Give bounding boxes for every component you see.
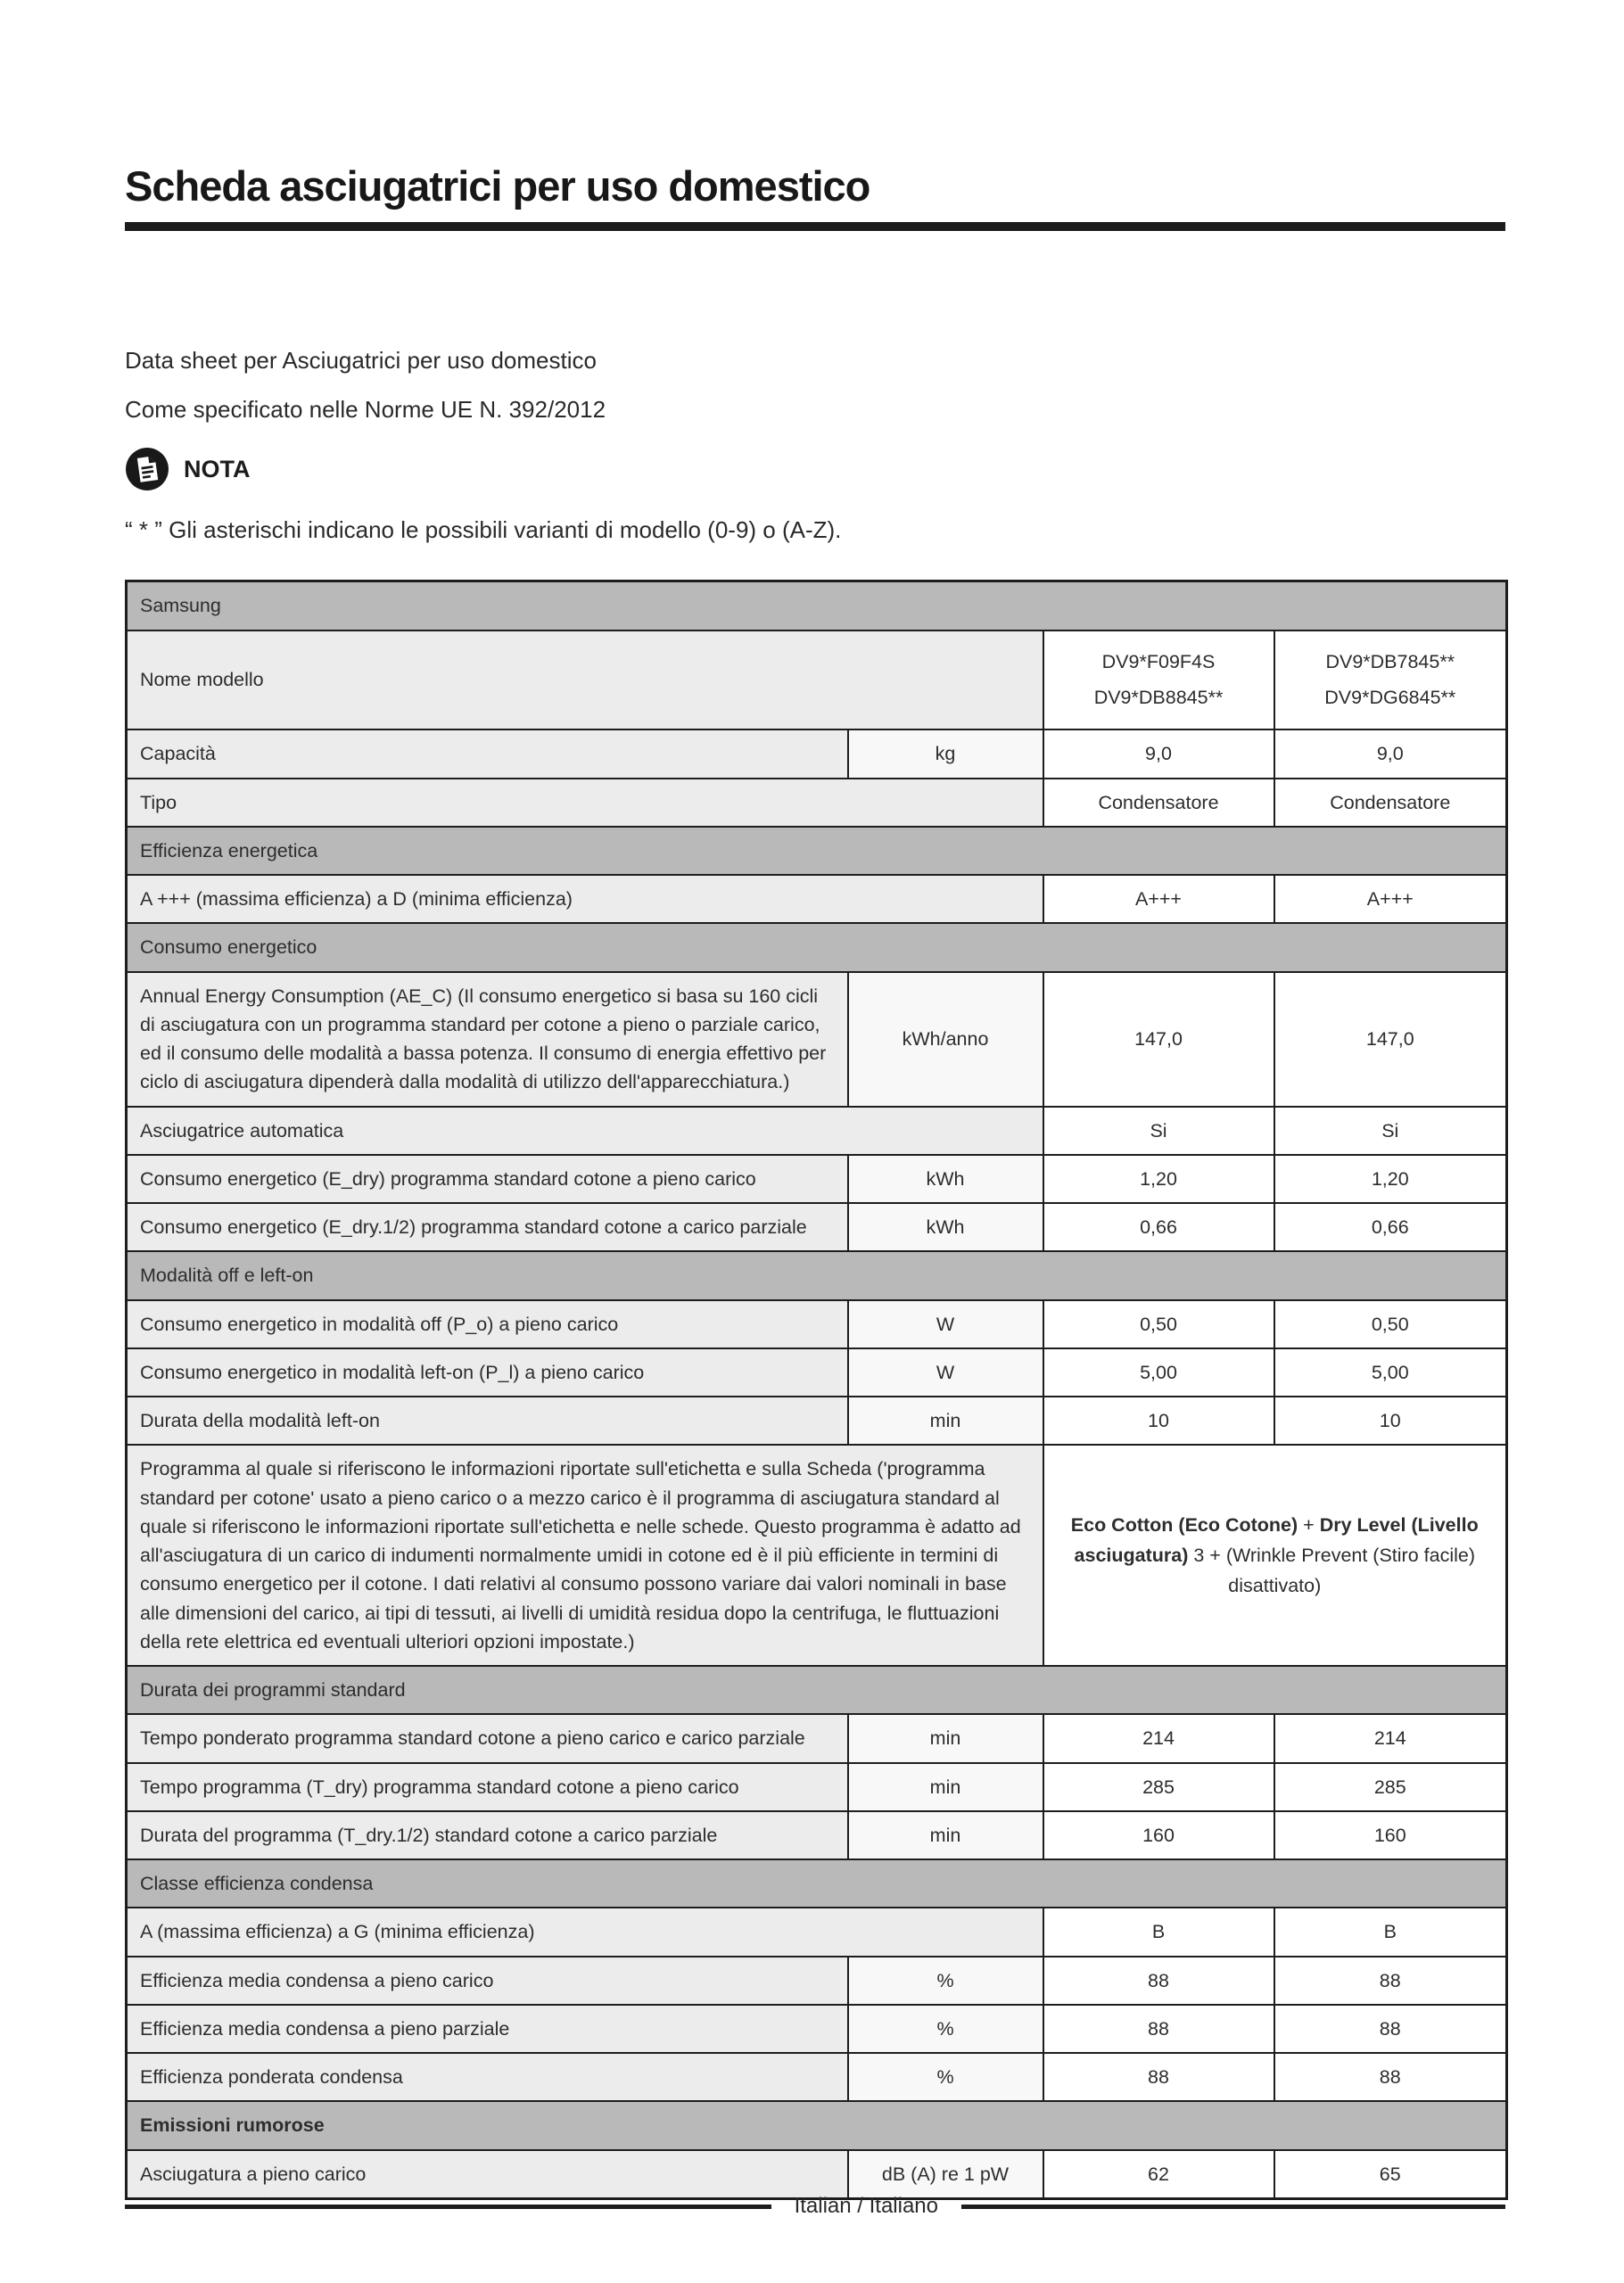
data-row	[127, 2150, 1507, 2199]
data-row	[127, 1811, 1507, 1859]
row-label: Programma al quale si riferiscono le informazioni riportate sull'etichetta e sulla Scheda ('programma standard per cotone' usato a pieno carico o a mezzo carico è il programma di asciugatura standard al quale si riferiscono le informazioni riportate sull'etichetta e nelle schede. Questo programma è adatto ad all'asciugatura di un carico di indumenti normalmente umidi in cotone ed è il più efficiente in termini di consumo energetico per il cotone. I dati relativi al consumo possono variare dai valori nominali in base alle dimensioni del carico, ai tipi di tessuti, ai livelli di umidità residua dopo la centrifuga, le fluttuazioni della rete elettrica ed eventuali ulteriori opzioni impostate.)	[127, 1445, 1043, 1666]
row-unit: %	[848, 2005, 1043, 2053]
row-label: Efficienza media condensa a pieno carico	[127, 1957, 848, 2005]
row-value: 147,0	[1043, 972, 1274, 1107]
row-value: 88	[1043, 1957, 1274, 2005]
section-header: Samsung	[127, 581, 1507, 631]
section-header: Consumo energetico	[127, 923, 1507, 971]
data-row	[127, 779, 1507, 827]
section-row	[127, 1251, 1507, 1299]
row-value: 1,20	[1274, 1155, 1507, 1203]
section-header: Emissioni rumorose	[127, 2101, 1507, 2149]
note-row	[125, 447, 1505, 491]
row-value: 88	[1274, 2005, 1507, 2053]
row-label: Consumo energetico in modalità off (P_o) a pieno carico	[127, 1300, 848, 1348]
model-name-line: DV9*DB8845**	[1093, 687, 1224, 709]
data-row	[127, 972, 1507, 1107]
asterisk-note: “ * ” Gli asterischi indicano le possibili varianti di modello (0-9) o (A-Z).	[125, 516, 842, 544]
data-row	[127, 1107, 1507, 1155]
row-label: Durata del programma (T_dry.1/2) standard cotone a carico parziale	[127, 1811, 848, 1859]
row-unit: dB (A) re 1 pW	[848, 2150, 1043, 2199]
row-unit: kWh	[848, 1155, 1043, 1203]
intro-line-2: Come specificato nelle Norme UE N. 392/2012	[125, 396, 606, 424]
data-row	[127, 1957, 1507, 2005]
program-row	[127, 1445, 1507, 1666]
row-unit: min	[848, 1714, 1043, 1762]
row-value: Si	[1274, 1107, 1507, 1155]
data-row	[127, 1397, 1507, 1445]
data-row	[127, 1348, 1507, 1397]
section-header: Durata dei programmi standard	[127, 1666, 1507, 1714]
row-value: 147,0	[1274, 972, 1507, 1107]
row-value: 285	[1274, 1763, 1507, 1811]
row-label: Asciugatrice automatica	[127, 1107, 1043, 1155]
section-row	[127, 827, 1507, 875]
row-unit: W	[848, 1300, 1043, 1348]
program-value-segment: +	[1298, 1513, 1320, 1536]
row-value: 10	[1274, 1397, 1507, 1445]
row-value: 285	[1043, 1763, 1274, 1811]
row-value: 62	[1043, 2150, 1274, 2199]
row-label: Capacità	[127, 729, 848, 778]
row-value: A+++	[1274, 875, 1507, 923]
section-header: Modalità off e left-on	[127, 1251, 1507, 1299]
program-value-segment: Eco Cotton (Eco Cotone)	[1070, 1513, 1298, 1536]
row-label: Annual Energy Consumption (AE_C) (Il consumo energetico si basa su 160 cicli di asciugatura con un programma standard per cotone a pieno o parziale carico, ed il consumo delle modalità a bassa potenza. Il consumo di energia effettivo per ciclo di asciugatura dipenderà dalla modalità di utilizzo dell'apparecchiatura.)	[127, 972, 848, 1107]
row-unit: kWh	[848, 1203, 1043, 1251]
row-value: 88	[1274, 1957, 1507, 2005]
program-value-segment: Dry Level (Livello asciugatura)	[1074, 1513, 1479, 1566]
program-value	[1043, 1445, 1507, 1666]
section-header: Efficienza energetica	[127, 827, 1507, 875]
section-row	[127, 1859, 1507, 1908]
row-unit: min	[848, 1811, 1043, 1859]
title-rule	[125, 222, 1505, 231]
document-note-icon	[125, 447, 169, 491]
model-name-line: DV9*DG6845**	[1324, 687, 1456, 709]
row-value: 5,00	[1043, 1348, 1274, 1397]
data-row	[127, 729, 1507, 778]
note-label: NOTA	[184, 455, 251, 482]
row-value: B	[1274, 1908, 1507, 1956]
section-row	[127, 2101, 1507, 2149]
row-value: 214	[1043, 1714, 1274, 1762]
row-unit: min	[848, 1397, 1043, 1445]
data-row	[127, 1155, 1507, 1203]
model-name-line: DV9*F09F4S	[1101, 650, 1216, 672]
row-label: Asciugatura a pieno carico	[127, 2150, 848, 2199]
row-value: 88	[1043, 2005, 1274, 2053]
section-header: Classe efficienza condensa	[127, 1859, 1507, 1908]
row-label: A +++ (massima efficienza) a D (minima efficienza)	[127, 875, 1043, 923]
row-value: 0,50	[1043, 1300, 1274, 1348]
row-value: 88	[1274, 2053, 1507, 2101]
row-value: 9,0	[1274, 729, 1507, 778]
row-value: 0,66	[1043, 1203, 1274, 1251]
model-row	[127, 631, 1507, 730]
row-label: Consumo energetico (E_dry.1/2) programma standard cotone a carico parziale	[127, 1203, 848, 1251]
data-row	[127, 1714, 1507, 1762]
row-label: A (massima efficienza) a G (minima efficienza)	[127, 1908, 1043, 1956]
section-row	[127, 581, 1507, 631]
data-row	[127, 1300, 1507, 1348]
page-footer	[125, 2194, 1505, 2219]
data-row	[127, 2053, 1507, 2101]
row-value: Condensatore	[1274, 779, 1507, 827]
row-unit: kg	[848, 729, 1043, 778]
footer-rule-left	[125, 2205, 771, 2209]
page-content	[125, 0, 1505, 2200]
data-row	[127, 875, 1507, 923]
section-row	[127, 1666, 1507, 1714]
program-value-segment: 3 + (Wrinkle Prevent (Stiro facile) disattivato)	[1188, 1544, 1475, 1597]
data-row	[127, 2005, 1507, 2053]
row-value: Condensatore	[1043, 779, 1274, 827]
row-value: B	[1043, 1908, 1274, 1956]
model-name-value	[1274, 631, 1507, 730]
footer-language-label: Italian / Italiano	[794, 2194, 938, 2218]
row-label: Nome modello	[127, 631, 1043, 730]
row-value: 0,50	[1274, 1300, 1507, 1348]
row-label: Tempo ponderato programma standard cotone a pieno carico e carico parziale	[127, 1714, 848, 1762]
row-value: 88	[1043, 2053, 1274, 2101]
row-value: 214	[1274, 1714, 1507, 1762]
spec-table	[125, 580, 1508, 2199]
row-value: 1,20	[1043, 1155, 1274, 1203]
row-label: Consumo energetico in modalità left-on (P_l) a pieno carico	[127, 1348, 848, 1397]
model-name-line: DV9*DB7845**	[1325, 650, 1455, 672]
footer-rule-right	[961, 2205, 1505, 2209]
data-row	[127, 1763, 1507, 1811]
row-unit: min	[848, 1763, 1043, 1811]
row-unit: W	[848, 1348, 1043, 1397]
row-label: Efficienza media condensa a pieno parziale	[127, 2005, 848, 2053]
row-label: Durata della modalità left-on	[127, 1397, 848, 1445]
row-label: Tipo	[127, 779, 1043, 827]
row-label: Tempo programma (T_dry) programma standard cotone a pieno carico	[127, 1763, 848, 1811]
row-value: 160	[1274, 1811, 1507, 1859]
row-value: Si	[1043, 1107, 1274, 1155]
row-unit: %	[848, 2053, 1043, 2101]
row-value: 65	[1274, 2150, 1507, 2199]
row-value: 5,00	[1274, 1348, 1507, 1397]
page-title: Scheda asciugatrici per uso domestico	[125, 162, 870, 210]
section-row	[127, 923, 1507, 971]
spec-table-body	[127, 581, 1507, 2198]
data-row	[127, 1203, 1507, 1251]
row-value: 160	[1043, 1811, 1274, 1859]
intro-line-1: Data sheet per Asciugatrici per uso domestico	[125, 347, 597, 375]
row-label: Efficienza ponderata condensa	[127, 2053, 848, 2101]
row-value: 0,66	[1274, 1203, 1507, 1251]
data-row	[127, 1908, 1507, 1956]
row-value: 10	[1043, 1397, 1274, 1445]
model-name-value	[1043, 631, 1274, 730]
row-label: Consumo energetico (E_dry) programma standard cotone a pieno carico	[127, 1155, 848, 1203]
row-value: A+++	[1043, 875, 1274, 923]
row-unit: kWh/anno	[848, 972, 1043, 1107]
row-value: 9,0	[1043, 729, 1274, 778]
row-unit: %	[848, 1957, 1043, 2005]
